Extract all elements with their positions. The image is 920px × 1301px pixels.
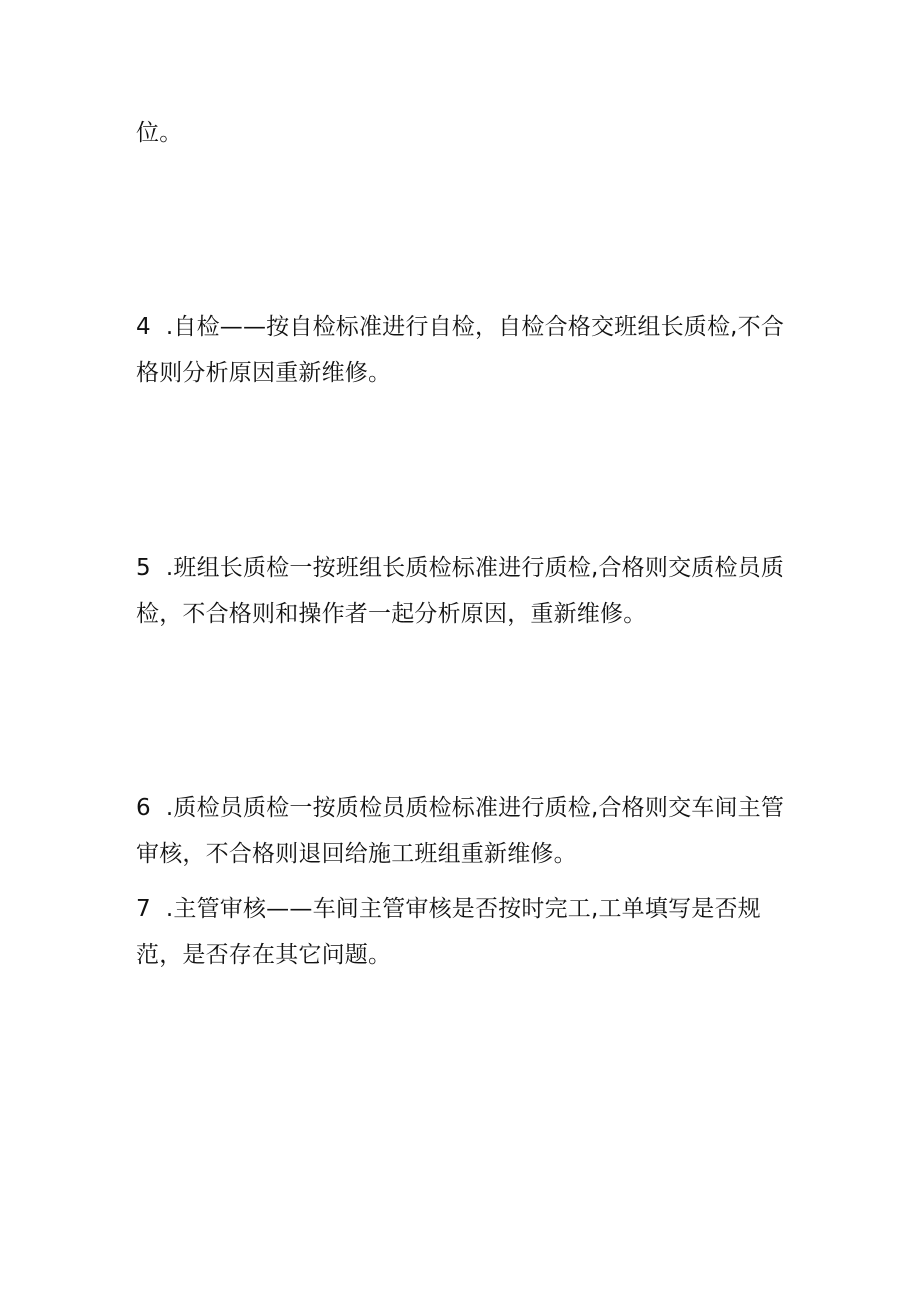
paragraph-line: 审核，不合格则退回给施工班组重新维修。 [136,841,577,867]
paragraph-continuation [136,110,796,156]
paragraph-line: 检，不合格则和操作者一起分析原因，重新维修。 [136,601,647,627]
paragraph-line: 4 .自检——按自检标准进行自检，自检合格交班组长质检,不合 [136,314,785,340]
paragraph-step-7-supervisor-review [136,886,796,978]
paragraph-line: 位。 [136,120,183,146]
paragraph-step-5-team-leader-inspection [136,545,796,637]
paragraph-step-4-self-inspection [136,304,796,396]
paragraph-line: 5 .班组长质检一按班组长质检标准进行质检,合格则交质检员质 [136,555,785,581]
paragraph-line: 范，是否存在其它问题。 [136,942,392,968]
paragraph-line: 6 .质检员质检一按质检员质检标准进行质检,合格则交车间主管 [136,795,785,821]
paragraph-step-6-inspector-inspection [136,785,796,877]
paragraph-line: 7 .主管审核——车间主管审核是否按时完工,工单填写是否规 [136,896,761,922]
paragraph-line: 格则分析原因重新维修。 [136,360,392,386]
